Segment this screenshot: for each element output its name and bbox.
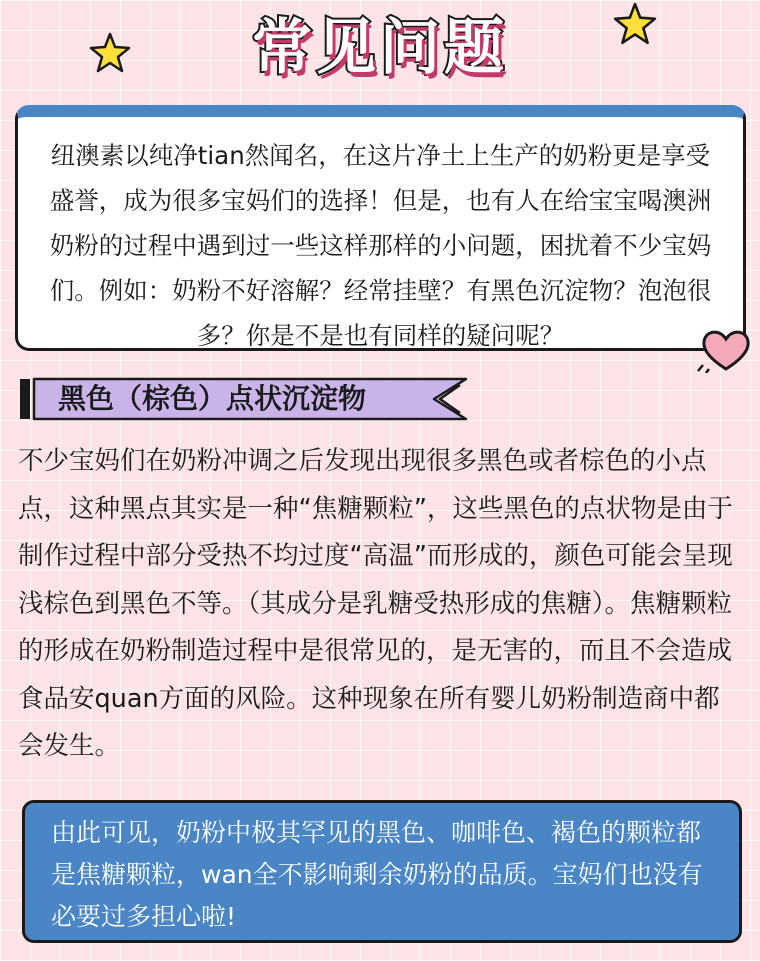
heart-icon (697, 325, 755, 373)
intro-card (15, 105, 746, 351)
intro-text: 纽澳素以纯净tian然闻名，在这片净土上生产的奶粉更是享受盛誉，成为很多宝妈们的选择！但是，也有人在给宝宝喝澳洲奶粉的过程中遇到过一些这样那样的小问题，困扰着不少宝妈们。例如：奶粉不好溶解？经常挂壁？有黑色沉淀物？泡泡很多？你是不是也有同样的疑问呢？ (49, 141, 712, 350)
section-banner (20, 375, 468, 423)
conclusion-text: 由此可见，奶粉中极其罕见的黑色、咖啡色、褐色的颗粒都是焦糖颗粒，wan全不影响剩余奶粉的品质。宝妈们也没有必要过多担心啦! (51, 818, 703, 931)
section-title: 黑色（棕色）点状沉淀物 (58, 382, 367, 415)
body-paragraph: 不少宝妈们在奶粉冲调之后发现出现很多黑色或者棕色的小点点，这种黑点其实是一种“焦糖颗粒”，这些黑色的点状物是由于制作过程中部分受热不均过度“高温”而形成的，颜色可能会呈现浅棕色到黑色不等。（其成分是乳糖受热形成的焦糖）。焦糖颗粒的形成在奶粉制造过程中是很常见的，是无害的，而且不会造成食品安quan方面的风险。这种现象在所有婴儿奶粉制造商中都会发生。 (18, 446, 733, 761)
page-title: 常见问题 (252, 13, 508, 83)
conclusion-card (22, 800, 742, 943)
